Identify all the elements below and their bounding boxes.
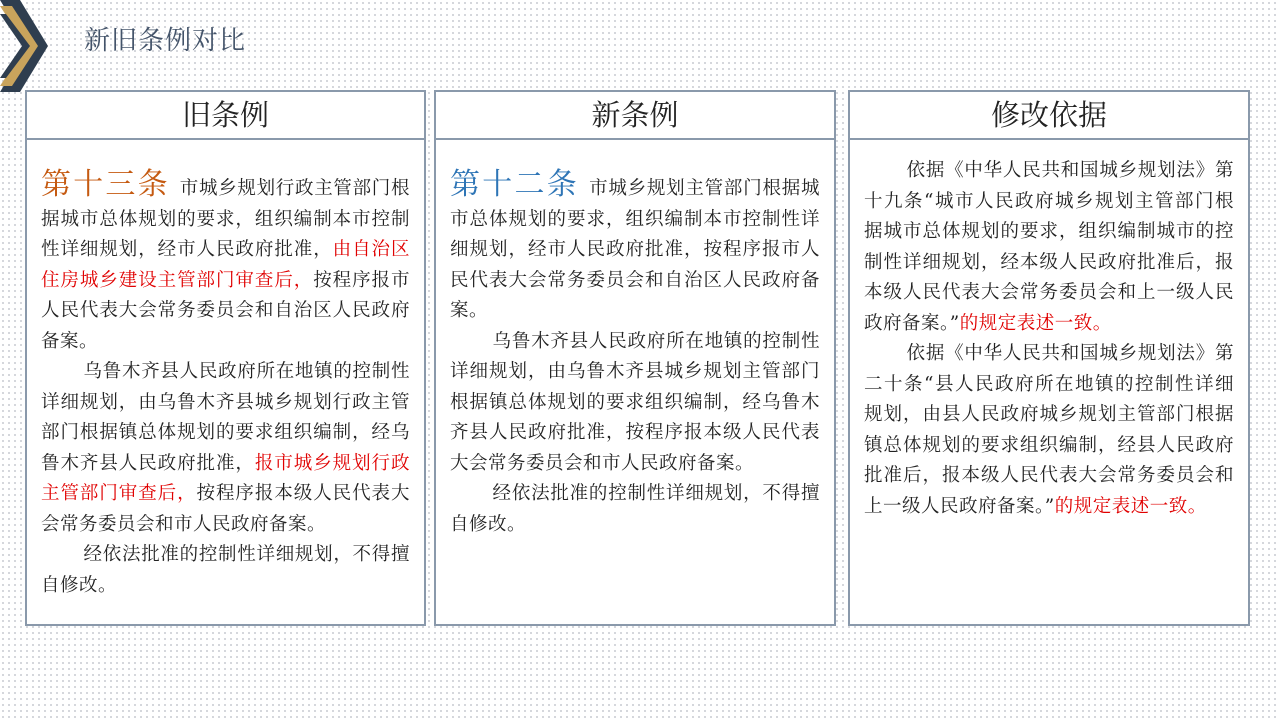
- new-paragraph-3: 经依法批准的控制性详细规划，不得擅自修改。: [450, 483, 820, 535]
- old-paragraph-2: [41, 357, 410, 540]
- basis-p1-highlight: 的规定表述一致。: [959, 312, 1112, 334]
- new-paragraph-2: 乌鲁木齐县人民政府所在地镇的控制性详细规划，由乌鲁木齐县城乡规划主管部门根据镇总体规划的要求组织编制，经乌鲁木齐县人民政府批准，按程序报本级人民代表大会常务委员会和市人民政府备案。: [450, 330, 820, 474]
- old-article-number: 第十三条: [41, 167, 170, 202]
- basis-paragraph-2: [864, 339, 1234, 522]
- old-p1-text-a: 市城乡规划行政主管部门根据城市总体规划的要求，组织编制本市控制性详细规划，经市人民政府批准，: [41, 178, 410, 260]
- page-title: 新旧条例对比: [84, 26, 247, 56]
- old-p2-highlight: 报市城乡规划行政主管部门审查后，: [41, 452, 410, 504]
- old-p1-text-b: 按程序报市人民代表大会常务委员会和自治区人民政府备案。: [41, 269, 410, 352]
- basis-p2-text: 依据《中华人民共和国城乡规划法》第二十条“县人民政府所在地镇的控制性详细规划，由县人民政府城乡规划主管部门根据镇总体规划的要求组织编制，经县人民政府批准后，报本级人民代表大会常务委员会和上一级人民政府备案。”: [864, 343, 1234, 517]
- new-paragraph-1: [450, 167, 820, 327]
- revision-basis-panel: [848, 90, 1250, 626]
- basis-paragraph-1: [864, 156, 1234, 339]
- old-p2-text-a: 乌鲁木齐县人民政府所在地镇的控制性详细规划，由乌鲁木齐县城乡规划行政主管部门根据镇总体规划的要求组织编制，经乌鲁木齐县人民政府批准，: [41, 361, 410, 474]
- old-paragraph-1: [41, 167, 410, 357]
- old-p1-highlight: 由自治区住房城乡建设主管部门审查后，: [41, 239, 410, 291]
- old-regulation-text: [27, 140, 424, 601]
- new-regulation-text: [436, 140, 834, 540]
- new-p1-text: 市城乡规划主管部门根据城市总体规划的要求，组织编制本市控制性详细规划，经市人民政府批准，按程序报市人民代表大会常务委员会和自治区人民政府备案。: [450, 178, 820, 321]
- new-article-number: 第十二条: [450, 167, 580, 202]
- new-regulation-panel: [434, 90, 836, 626]
- revision-basis-text: [850, 140, 1248, 522]
- old-paragraph-3: 经依法批准的控制性详细规划，不得擅自修改。: [41, 544, 410, 596]
- basis-p2-highlight: 的规定表述一致。: [1054, 495, 1207, 517]
- old-p2-text-b: 按程序报本级人民代表大会常务委员会和市人民政府备案。: [41, 483, 410, 535]
- basis-p1-text: 依据《中华人民共和国城乡规划法》第十九条“城市人民政府城乡规划主管部门根据城市总体规划的要求，组织编制城市的控制性详细规划，经本级人民政府批准后，报本级人民代表大会常务委员会和上一级人民政府备案。”: [864, 160, 1234, 334]
- panel-title-basis: 修改依据: [850, 92, 1248, 140]
- panel-title-new: 新条例: [436, 92, 834, 140]
- chevron-arrow-icon: [0, 0, 48, 92]
- old-regulation-panel: [25, 90, 426, 626]
- panel-title-old: 旧条例: [27, 92, 424, 140]
